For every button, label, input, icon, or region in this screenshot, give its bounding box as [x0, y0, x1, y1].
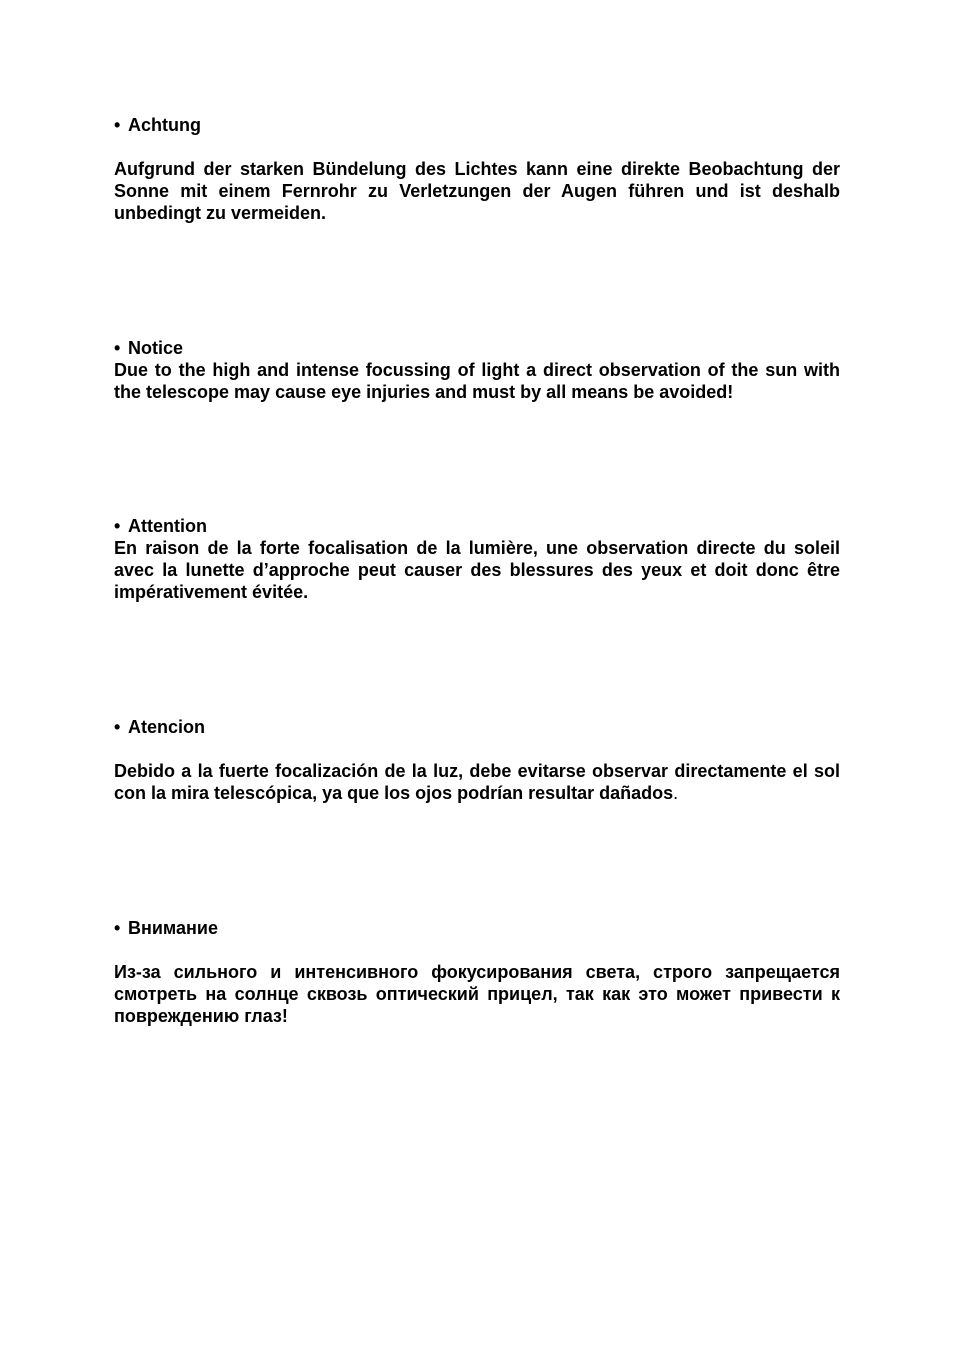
heading-text: Attention	[128, 516, 207, 536]
section-heading	[114, 515, 840, 537]
heading-text: Atencion	[128, 717, 206, 737]
warning-text-trailing: .	[673, 783, 679, 803]
section-heading	[114, 716, 840, 738]
heading-text: Внимание	[128, 918, 218, 938]
warning-text-body: Debido a la fuerte focalización de la luz, debe evitarse observar directamente el sol con la mira telescópica, ya que los ojos podrían resultar dañados	[114, 761, 840, 803]
bullet-icon: •	[114, 338, 121, 358]
heading-text: Notice	[128, 338, 184, 358]
bullet-icon: •	[114, 115, 121, 135]
bullet-icon: •	[114, 717, 121, 737]
warning-section-french	[114, 515, 840, 603]
warning-section-spanish	[114, 716, 840, 804]
section-heading	[114, 114, 840, 136]
bullet-icon: •	[114, 516, 121, 536]
section-heading	[114, 337, 840, 359]
bullet-icon: •	[114, 918, 121, 938]
warning-section-russian	[114, 917, 840, 1027]
warning-text: Due to the high and intense focussing of light a direct observation of the sun with the telescope may cause eye injuries and must by all means be avoided!	[114, 360, 840, 402]
warning-section-english	[114, 337, 840, 403]
warning-text	[114, 760, 840, 804]
section-heading	[114, 917, 840, 939]
warning-section-german	[114, 114, 840, 224]
warning-text: Из-за сильного и интенсивного фокусирования света, строго запрещается смотреть на солнце сквозь оптический прицел, так как это может привести к повреждению глаз!	[114, 962, 840, 1026]
heading-text: Achtung	[128, 115, 201, 135]
warning-text: Aufgrund der starken Bündelung des Lichtes kann eine direkte Beobachtung der Sonne mit einem Fernrohr zu Verletzungen der Augen führen und ist deshalb unbedingt zu vermeiden.	[114, 159, 840, 223]
warning-text: En raison de la forte focalisation de la lumière, une observation directe du soleil avec la lunette d’approche peut causer des blessures des yeux et doit donc être impérativement évitée.	[114, 538, 840, 602]
